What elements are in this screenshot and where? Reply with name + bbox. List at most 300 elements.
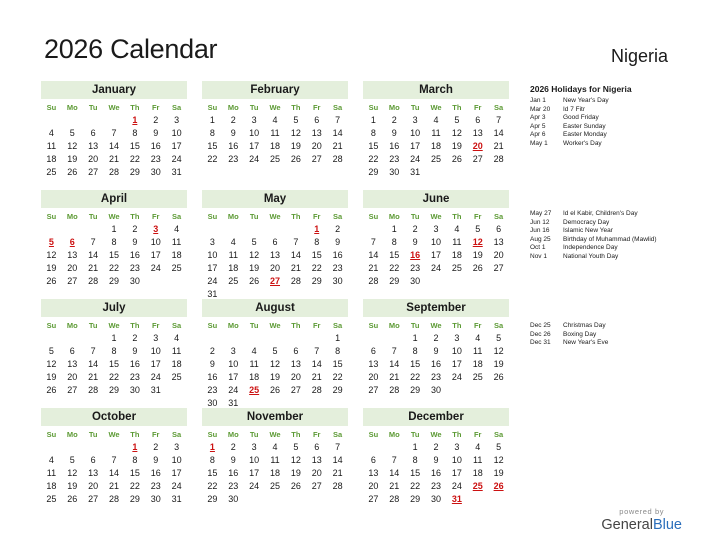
day-cell: 4: [174, 224, 180, 234]
weekday-label: Fr: [312, 430, 321, 439]
week-row: [41, 166, 187, 179]
weekday-label: Th: [130, 430, 140, 439]
day-cell: 18: [451, 250, 462, 260]
day-cell: 18: [249, 372, 260, 382]
day-cell: 14: [389, 468, 400, 478]
day-cell: 17: [150, 250, 161, 260]
weekday-label: Su: [207, 103, 218, 112]
weekday-label: Sa: [332, 321, 343, 330]
holiday-group-q4: [530, 322, 700, 348]
weekday-label: Th: [130, 321, 140, 330]
empty-day-cell: [285, 223, 306, 236]
weekday-label: Tu: [410, 430, 420, 439]
day-cell: 3: [454, 442, 460, 452]
day-cell: 5: [69, 455, 75, 465]
day-cell: 25: [171, 372, 182, 382]
weekday-label: Sa: [171, 430, 182, 439]
weekday-label: Tu: [249, 103, 259, 112]
holiday-entry: [530, 227, 700, 236]
weekday-label: Mo: [227, 103, 239, 112]
day-cell: 13: [368, 359, 379, 369]
day-cell: 19: [472, 250, 483, 260]
week-row: [41, 223, 187, 236]
week-row: [363, 262, 509, 275]
day-cell: 17: [207, 263, 218, 273]
weekday-label: Th: [291, 103, 301, 112]
day-cell: 6: [314, 115, 320, 125]
day-cell: 12: [46, 359, 57, 369]
day-cell: 27: [368, 494, 379, 504]
weekday-header: [41, 101, 187, 114]
weekday-label: Th: [130, 103, 140, 112]
day-cell: 8: [314, 237, 320, 247]
weekday-header: [363, 319, 509, 332]
weekday-header: [202, 101, 348, 114]
day-cell: 27: [493, 263, 504, 273]
holiday-entry: [530, 140, 700, 149]
weekday-label: We: [430, 212, 442, 221]
day-cell: 11: [46, 468, 57, 478]
week-row: [41, 140, 187, 153]
holiday-entry: [530, 339, 700, 348]
day-cell: 25: [270, 154, 281, 164]
holiday-name: National Youth Day: [563, 252, 619, 260]
day-cell: 14: [109, 141, 120, 151]
holiday-date: Dec 26: [530, 330, 551, 338]
month-august: [202, 299, 348, 410]
empty-day-cell: [265, 493, 286, 506]
day-cell: 11: [249, 359, 259, 369]
day-cell: 20: [270, 263, 281, 273]
empty-day-cell: [488, 275, 509, 288]
day-cell: 14: [332, 455, 343, 465]
empty-day-cell: [223, 332, 244, 345]
week-row: [363, 223, 509, 236]
day-cell: 26: [290, 481, 301, 491]
week-row: [363, 275, 509, 288]
month-name: October: [41, 408, 187, 426]
day-cell: 27: [311, 154, 322, 164]
holiday-day: 1: [209, 442, 215, 452]
empty-day-cell: [488, 384, 509, 397]
day-cell: 14: [88, 250, 99, 260]
weekday-label: Sa: [493, 321, 504, 330]
day-cell: 8: [412, 346, 418, 356]
day-cell: 18: [431, 141, 442, 151]
day-cell: 25: [46, 167, 57, 177]
day-cell: 23: [431, 372, 442, 382]
weekday-label: We: [108, 212, 120, 221]
day-cell: 26: [451, 154, 462, 164]
day-cell: 1: [391, 224, 397, 234]
day-cell: 16: [207, 372, 218, 382]
day-cell: 3: [174, 442, 180, 452]
day-cell: 22: [129, 154, 140, 164]
empty-day-cell: [327, 493, 348, 506]
day-cell: 27: [311, 481, 322, 491]
week-row: [41, 236, 187, 249]
day-cell: 15: [109, 250, 120, 260]
day-cell: 8: [209, 455, 215, 465]
day-cell: 22: [109, 263, 120, 273]
holiday-date: Jun 16: [530, 227, 550, 235]
holiday-entry: [530, 114, 700, 123]
empty-day-cell: [488, 493, 509, 506]
holiday-name: Democracy Day: [563, 218, 610, 226]
day-cell: 17: [171, 468, 182, 478]
day-cell: 19: [46, 372, 57, 382]
day-cell: 2: [433, 333, 439, 343]
day-cell: 26: [493, 372, 504, 382]
holiday-day: 6: [69, 237, 75, 247]
empty-day-cell: [363, 441, 384, 454]
day-cell: 8: [335, 346, 341, 356]
day-cell: 16: [129, 250, 140, 260]
weekday-label: Fr: [473, 212, 482, 221]
day-cell: 26: [46, 276, 57, 286]
week-row: [41, 493, 187, 506]
day-cell: 20: [67, 263, 78, 273]
day-cell: 12: [290, 455, 301, 465]
holiday-list-1: [530, 84, 700, 149]
day-cell: 13: [67, 359, 78, 369]
day-cell: 7: [90, 346, 96, 356]
day-cell: 25: [451, 263, 462, 273]
week-row: [363, 480, 509, 493]
weekday-label: Tu: [410, 321, 420, 330]
day-cell: 26: [472, 263, 483, 273]
day-cell: 17: [431, 250, 442, 260]
day-cell: 24: [207, 276, 218, 286]
empty-day-cell: [83, 441, 104, 454]
week-row: [202, 249, 348, 262]
day-cell: 20: [493, 250, 504, 260]
day-cell: 25: [46, 494, 57, 504]
day-cell: 30: [332, 276, 343, 286]
day-cell: 31: [228, 398, 239, 408]
weekday-label: Mo: [66, 430, 78, 439]
week-row: [41, 114, 187, 127]
holiday-entry: [530, 131, 700, 140]
weekday-header: [363, 428, 509, 441]
day-cell: 2: [412, 224, 418, 234]
weekday-label: Fr: [151, 103, 160, 112]
day-cell: 22: [332, 372, 343, 382]
holiday-entry: [530, 331, 700, 340]
month-september: [363, 299, 509, 397]
week-row: [202, 223, 348, 236]
day-cell: 15: [332, 359, 343, 369]
week-row: [202, 332, 348, 345]
day-cell: 2: [230, 115, 236, 125]
holiday-name: Id el Kabir, Children's Day: [563, 210, 638, 217]
day-cell: 4: [251, 346, 257, 356]
day-cell: 23: [332, 263, 343, 273]
empty-day-cell: [384, 441, 405, 454]
day-cell: 28: [368, 276, 379, 286]
day-cell: 31: [171, 167, 182, 177]
powered-by-label: powered by: [619, 507, 665, 516]
day-cell: 6: [370, 455, 376, 465]
day-cell: 24: [171, 154, 182, 164]
weekday-label: Th: [291, 212, 301, 221]
weekday-label: Su: [368, 212, 379, 221]
weekday-label: Sa: [493, 212, 504, 221]
day-cell: 5: [454, 115, 460, 125]
day-cell: 23: [228, 481, 239, 491]
day-cell: 10: [451, 455, 462, 465]
week-row: [202, 371, 348, 384]
empty-day-cell: [41, 223, 62, 236]
weekday-label: Th: [452, 212, 462, 221]
week-row: [41, 467, 187, 480]
empty-day-cell: [41, 114, 62, 127]
week-row: [363, 236, 509, 249]
day-cell: 2: [433, 442, 439, 452]
holiday-date: Oct 1: [530, 244, 546, 252]
week-row: [363, 127, 509, 140]
holiday-day: 5: [48, 237, 54, 247]
day-cell: 17: [451, 359, 462, 369]
day-cell: 19: [493, 359, 504, 369]
day-cell: 3: [433, 224, 439, 234]
day-cell: 15: [410, 359, 421, 369]
day-cell: 16: [150, 141, 161, 151]
day-cell: 6: [475, 115, 481, 125]
day-cell: 18: [46, 154, 57, 164]
day-cell: 4: [475, 333, 481, 343]
holiday-day: 26: [493, 481, 504, 491]
holidays-title: 2026 Holidays for Nigeria: [530, 84, 632, 94]
day-cell: 1: [111, 333, 117, 343]
day-cell: 16: [129, 359, 140, 369]
day-cell: 6: [496, 224, 502, 234]
day-cell: 9: [153, 128, 159, 138]
empty-day-cell: [244, 223, 265, 236]
weekday-label: Mo: [66, 321, 78, 330]
weekday-label: Tu: [249, 212, 259, 221]
brand-logo[interactable]: [601, 517, 682, 533]
day-cell: 16: [431, 468, 442, 478]
weekday-label: Th: [452, 430, 462, 439]
empty-day-cell: [83, 223, 104, 236]
weekday-header: [202, 428, 348, 441]
day-cell: 22: [311, 263, 322, 273]
footer-brand: [601, 507, 682, 533]
holiday-day: 25: [249, 385, 260, 395]
empty-day-cell: [62, 114, 83, 127]
month-name: September: [363, 299, 509, 317]
day-cell: 5: [251, 237, 257, 247]
day-cell: 14: [311, 359, 322, 369]
holiday-name: New Year's Day: [563, 97, 609, 104]
month-name: July: [41, 299, 187, 317]
holiday-day: 1: [132, 442, 138, 452]
day-cell: 15: [109, 359, 120, 369]
week-row: [202, 236, 348, 249]
day-cell: 27: [88, 167, 99, 177]
month-december: [363, 408, 509, 506]
week-row: [202, 275, 348, 288]
day-cell: 28: [389, 385, 400, 395]
day-cell: 4: [272, 115, 278, 125]
brand-general-text: General: [601, 517, 653, 533]
day-cell: 13: [311, 455, 322, 465]
day-cell: 21: [88, 372, 99, 382]
weekday-label: Sa: [493, 103, 504, 112]
week-row: [41, 480, 187, 493]
day-cell: 19: [67, 154, 78, 164]
day-cell: 4: [433, 115, 439, 125]
week-row: [202, 384, 348, 397]
day-cell: 1: [412, 442, 418, 452]
day-cell: 23: [129, 263, 140, 273]
day-cell: 9: [230, 455, 236, 465]
holiday-day: 31: [451, 494, 462, 504]
holiday-date: Apr 6: [530, 131, 546, 139]
weekday-label: We: [430, 321, 442, 330]
empty-day-cell: [265, 332, 286, 345]
day-cell: 26: [46, 385, 57, 395]
day-cell: 29: [410, 494, 421, 504]
weekday-label: Tu: [88, 321, 98, 330]
day-cell: 24: [451, 372, 462, 382]
day-cell: 24: [228, 385, 239, 395]
day-cell: 31: [171, 494, 182, 504]
day-cell: 29: [368, 167, 379, 177]
day-cell: 31: [207, 289, 218, 299]
day-cell: 21: [290, 263, 301, 273]
day-cell: 23: [150, 154, 161, 164]
weekday-label: Fr: [312, 321, 321, 330]
empty-day-cell: [467, 384, 488, 397]
day-cell: 9: [433, 346, 439, 356]
day-cell: 8: [132, 128, 138, 138]
weekday-header: [202, 319, 348, 332]
empty-day-cell: [202, 332, 223, 345]
day-cell: 6: [314, 442, 320, 452]
day-cell: 15: [129, 141, 140, 151]
empty-day-cell: [467, 166, 488, 179]
month-january: [41, 81, 187, 179]
day-cell: 6: [293, 346, 299, 356]
day-cell: 9: [433, 455, 439, 465]
day-cell: 31: [410, 167, 421, 177]
day-cell: 9: [391, 128, 397, 138]
month-name: May: [202, 190, 348, 208]
month-name: April: [41, 190, 187, 208]
empty-day-cell: [426, 275, 447, 288]
week-row: [363, 358, 509, 371]
day-cell: 12: [249, 250, 260, 260]
day-cell: 10: [410, 128, 421, 138]
month-name: January: [41, 81, 187, 99]
holiday-day: 12: [472, 237, 483, 247]
weekday-label: Tu: [249, 430, 259, 439]
day-cell: 24: [451, 481, 462, 491]
weekday-label: Mo: [227, 212, 239, 221]
holiday-list-2: [530, 210, 700, 262]
weekday-label: Sa: [171, 321, 182, 330]
day-cell: 12: [451, 128, 462, 138]
day-cell: 20: [311, 468, 322, 478]
day-cell: 7: [111, 128, 117, 138]
week-row: [363, 249, 509, 262]
day-cell: 4: [174, 333, 180, 343]
day-cell: 3: [153, 333, 159, 343]
day-cell: 29: [109, 385, 120, 395]
day-cell: 28: [332, 481, 343, 491]
weekday-label: Th: [452, 103, 462, 112]
day-cell: 23: [129, 372, 140, 382]
day-cell: 21: [389, 481, 400, 491]
weekday-label: Sa: [332, 103, 343, 112]
holiday-name: Christmas Day: [563, 322, 606, 329]
holiday-day: 1: [132, 115, 138, 125]
weekday-label: Fr: [151, 212, 160, 221]
day-cell: 7: [496, 115, 502, 125]
day-cell: 29: [109, 276, 120, 286]
empty-day-cell: [488, 166, 509, 179]
day-cell: 10: [451, 346, 462, 356]
day-cell: 26: [67, 167, 78, 177]
empty-day-cell: [223, 223, 244, 236]
day-cell: 12: [46, 250, 57, 260]
empty-day-cell: [384, 332, 405, 345]
month-name: February: [202, 81, 348, 99]
holiday-date: Aug 25: [530, 235, 551, 243]
day-cell: 1: [412, 333, 418, 343]
day-cell: 11: [270, 455, 280, 465]
weekday-label: Su: [46, 212, 57, 221]
day-cell: 14: [368, 250, 379, 260]
empty-day-cell: [62, 441, 83, 454]
day-cell: 17: [171, 141, 182, 151]
week-row: [363, 166, 509, 179]
day-cell: 2: [335, 224, 341, 234]
weekday-label: Su: [207, 321, 218, 330]
month-name: December: [363, 408, 509, 426]
day-cell: 11: [452, 237, 462, 247]
week-row: [41, 358, 187, 371]
day-cell: 16: [332, 250, 343, 260]
day-cell: 27: [368, 385, 379, 395]
day-cell: 3: [230, 346, 236, 356]
weekday-label: We: [269, 103, 281, 112]
week-row: [41, 384, 187, 397]
empty-day-cell: [41, 332, 62, 345]
day-cell: 19: [67, 481, 78, 491]
day-cell: 3: [251, 442, 257, 452]
day-cell: 29: [129, 494, 140, 504]
day-cell: 4: [272, 442, 278, 452]
day-cell: 29: [207, 494, 218, 504]
holiday-group-q2: [530, 210, 700, 262]
empty-day-cell: [244, 332, 265, 345]
week-row: [202, 358, 348, 371]
day-cell: 5: [69, 128, 75, 138]
day-cell: 7: [335, 115, 341, 125]
day-cell: 23: [150, 481, 161, 491]
day-cell: 20: [88, 154, 99, 164]
week-row: [202, 127, 348, 140]
holiday-entry: [530, 236, 700, 245]
holiday-day: 3: [153, 224, 159, 234]
weekday-label: Tu: [249, 321, 259, 330]
weekday-label: Fr: [473, 321, 482, 330]
empty-day-cell: [166, 275, 187, 288]
day-cell: 16: [431, 359, 442, 369]
